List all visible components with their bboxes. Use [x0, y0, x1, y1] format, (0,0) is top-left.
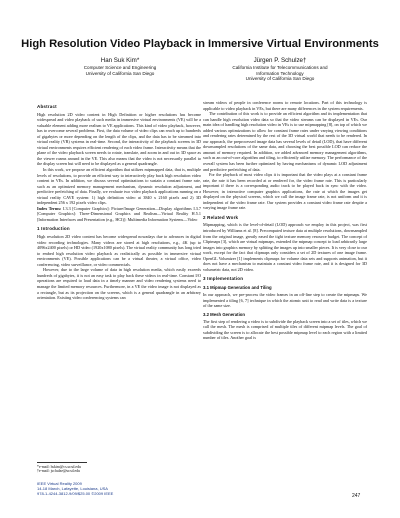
body-paragraph: stream videos of people in conference rooms to remote locations. Part of this technology is applicable to video playback in VEs, but there are many differences in the system requirements.: [203, 100, 367, 111]
subsection-heading: 3.2 Mesh Generation: [203, 311, 246, 317]
footnote: *e-mail: hskim@cs.ucsd.edu: [37, 464, 81, 469]
left-column: [37, 100, 201, 301]
venue-info: [37, 482, 201, 496]
author-block-1: [40, 57, 200, 76]
body-paragraph: Mipmapping, which is the level-of-detail (LOD) approach we employ in this project, was first introduced by Williams et al. [8]. Precomputed texture data at multiple resolutions, downsampled from the original image, greatly eased the tight texture memory resource budget. The concept of Cliptmaps [3], which are virtual mipmaps, extended the mipmap concept to load arbitrarily large images into graphics memory by splitting the images up into smaller pieces. It is very close to our work, except for the fact that clipmaps only considers a set of 2D textures of one image frame. OpenGL Volumizer [1] implements clipmaps for volume data sets and supports animation, but it does not have a mechanism to maintain a constant video frame rate, and it is designed for 3D volumetric data, not 2D video.: [203, 222, 367, 272]
index-terms-label: Index Terms:: [37, 205, 62, 211]
venue-line: IEEE Virtual Reality 2009: [37, 481, 82, 486]
index-terms: [37, 206, 201, 223]
subsection-heading: 3.1 Mipmap Generation and Tiling: [203, 284, 272, 290]
index-terms-text: I.3.3 [Computer Graphics]: Picture/Image Generation—Display algorithms I.3.7 [Computer Graphics]: Three-Dimensional Graphics and Realism—Virtual Reality H.5.1 [Information Interfaces and Presentation (e.g., HCI)]: Multimedia Information Systems—Video: [37, 205, 201, 222]
author-affiliation-line: California Institute for Telecommunications and: [232, 65, 328, 70]
implementation-heading: 3 Implementation: [203, 276, 244, 282]
venue-line: 14-18 March, Lafayette, Louisiana, USA: [37, 485, 108, 491]
right-column: [203, 100, 367, 341]
author-affiliation-line: Computer Science and Engineering: [83, 65, 157, 70]
page-number: 247: [352, 493, 361, 499]
footnotes: [37, 462, 201, 474]
body-paragraph: High resolution 2D video content has become widespread nowadays due to advances in digital video recording technologies. Many videos are stored at high resolutions, e.g., 4K (up to 4096x2400 pixels) or HD video (1920x1080 pixels). The virtual reality community has long tried to embed high resolution video playback as realistically as possible in immersive virtual environments (VE). Possible applications can be a virtual theater, a virtual office, video conferencing, video surveillance, or video commercials.: [37, 234, 201, 267]
body-paragraph: The first step of rendering a video is to subdivide the playback screen into a set of tiles, which we call the mesh. The mesh is comprised of multiple tiles of different mipmap levels. The goal of subdividing the screen is to allocate the best possible mipmap level to each region with a limited number of tiles. Another goal is: [203, 318, 367, 341]
body-paragraph: However, due to the large volume of data in high resolution media, which easily exceeds hundreds of gigabytes, it is not an easy task to play back these videos in real-time. Constant I/O operations are required to load data in a timely manner and video rendering systems need to manage the limited memory resources. Furthermore, in a VE the video image is not displayed as a rectangle, but as its projection on the screens, which is a general quadrangle in an arbitrary orientation. Existing video conferencing systems can: [37, 267, 201, 301]
abstract-paragraph: High resolution 2D video content in High Definition or higher resolutions has become widespread and video playback of such media in immersive virtual environments (VE) will be a valuable element adding more realism to VE applications. This kind of video playback, however, has to overcome several problems. First, the data volume of video clips can reach up to hundreds of gigabytes or more depending on the length of the clips, and the data has to be streamed into virtual reality (VR) systems in real-time. Second, the interactivity of the playback screens in 3D virtual environments requires efficient rendering of each video frame. Interactivity means that the plane of the video playback screen needs to rotate, translate, and zoom in and out in 3D space as the viewer roams around in the VE. This also means that the video is not necessarily parallel to the display screen but will need to be displayed as a general quadrangle.: [37, 111, 201, 167]
author-affiliation-line: University of California San Diego: [85, 70, 155, 76]
abstract-heading: Abstract: [37, 104, 57, 109]
venue-line: 978-1-4244-3812-9/09/$25.00 ©2009 IEEE: [37, 490, 114, 496]
body-paragraph: The contribution of this work is to provide an efficient algorithm and its implementation that can handle high resolution video data so that the video streams can be displayed in VEs. Our main idea of handling high resolution video in VEs is to use mipmapping [8], on top of which we added various optimizations to allow for constant frame rates under varying viewing conditions and rendering rates determined by the rest of the 3D virtual world that needs to be rendered. In our approach, the preprocessed image data has several levels of detail (LOD), that have different downsampled resolutions of the same data, and choosing the best possible LOD can reduce the amount of memory required. In addition, we added advanced memory management algorithms, such as an out-of-core algorithm and tiling, to efficiently utilize memory. The performance of the overall system has been further optimized by having mechanisms of dynamic LOD adjustment and predictive prefetching of data.: [203, 111, 367, 172]
abstract-paragraph: In this work, we propose an efficient algorithm that utilizes mipmapped data, that is, multiple levels of resolutions, to provide an efficient way to interactively play back high resolution video content in VEs. In addition, we discuss several optimizations to sustain a constant frame rate, such as an optimized memory management mechanism, dynamic resolution adjustment, and predictive prefetching of data. Finally, we evaluate two video playback applications running on a virtual reality CAVE system: 1) high definition video at 3840 x 2160 pixels and 2) 3D independent 256 x 192 pixels video clips.: [37, 167, 201, 206]
footnote: †e-mail: jschulze@ucsd.edu: [37, 469, 80, 474]
author-name: Jürgen P. Schulze†: [253, 57, 307, 64]
related-work-heading: 2 Related Work: [203, 214, 239, 220]
author-block-2: [200, 57, 360, 82]
body-paragraph: In our approach, we pre-process the video frames in an off-line step to create the mipmaps. We implemented a tiling [6, 7] technique in which the atomic unit to read and write data is a texture of the same size.: [203, 292, 367, 309]
body-paragraph: For the playback of most video clips it is important that the video plays at a constant frame rate, the rate it has been recorded at or rendered for, the video frame rate. This is particularly important if there is a corresponding audio track to be played back in sync with the video. However, in interactive computer graphics applications, the rate at which the images get displayed on the physical screens, which we call the image frame rate, is not uniform and it is independent of the video frame rate. Our system provides a constant video frame rate despite a varying image frame rate.: [203, 172, 367, 211]
introduction-heading: 1 Introduction: [37, 226, 70, 232]
author-affiliation-line: Information Technology: [256, 70, 304, 76]
author-affiliation-line: University of California San Diego: [245, 76, 315, 82]
author-name: Han Suk Kim*: [100, 57, 140, 64]
paper-title: High Resolution Video Playback in Immersive Virtual Environments: [21, 38, 379, 50]
footnote-rule: [37, 462, 87, 463]
